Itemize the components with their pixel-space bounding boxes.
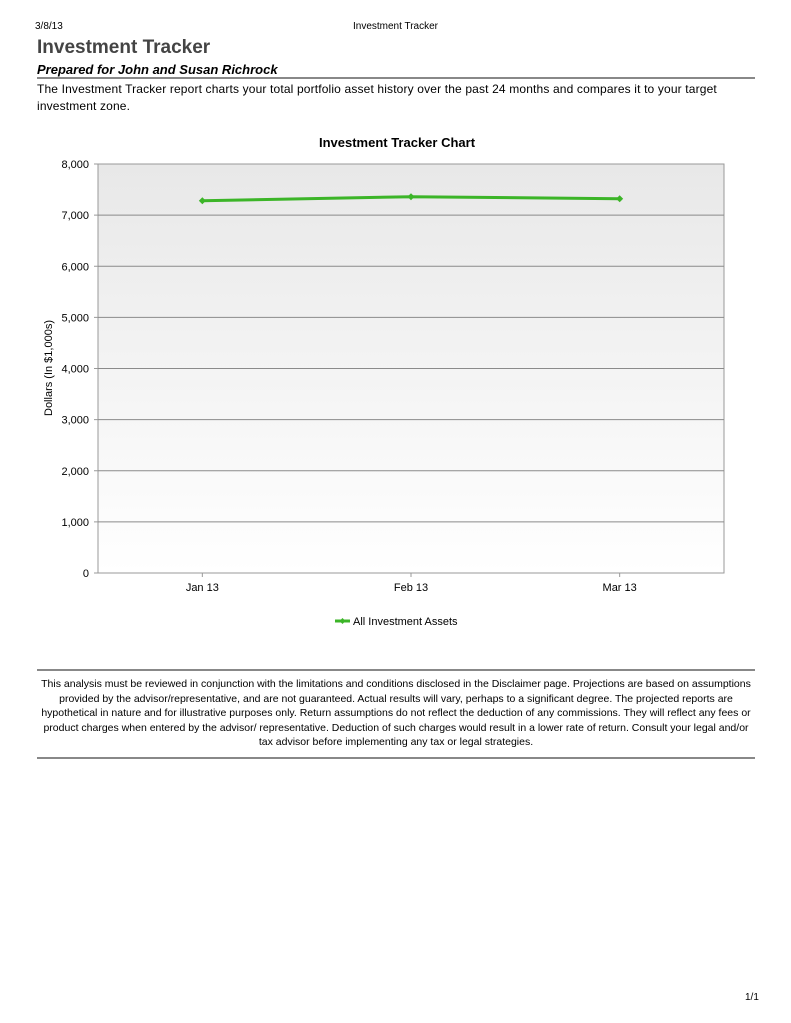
y-tick-label: 3,000: [61, 414, 89, 427]
disclaimer-top-divider: [37, 669, 755, 671]
y-tick-label: 1,000: [61, 516, 89, 529]
y-axis-label: Dollars (In $1,000s): [43, 320, 55, 416]
page-number: 1/1: [745, 992, 759, 1003]
y-tick-label: 2,000: [61, 465, 89, 478]
page-title: Investment Tracker: [37, 37, 211, 58]
legend-label: All Investment Assets: [353, 616, 458, 628]
y-tick-label: 4,000: [61, 363, 89, 376]
disclaimer-text: This analysis must be reviewed in conjunction with the limitations and conditions disclosed in the Disclaimer page. Projections are based on assumptions provided by the advisor/representative, and are not guaranteed. Actual results will vary, perhaps to a significant degree. The projected reports are hypothetical in nature and for illustrative purposes only. Return assumptions do not reflect the deduction of any commissions. They will reflect any fees or product charges when entered by the advisor/ representative. Deduction of such charges would result in a lower rate of return. Consult your legal and/or tax advisor before implementing any tax or legal strategies.: [41, 678, 751, 748]
x-tick-label: Feb 13: [393, 582, 429, 594]
line-chart: [0, 125, 791, 635]
print-header-title: Investment Tracker: [352, 21, 439, 32]
page-subtitle: Prepared for John and Susan Richrock: [37, 62, 278, 77]
chart-title: Investment Tracker Chart: [318, 135, 476, 150]
print-date: 3/8/13: [35, 21, 63, 32]
y-tick-label: 6,000: [61, 261, 89, 274]
intro-text: The Investment Tracker report charts your total portfolio asset history over the past 24 months and compares it to your target investment zone.: [37, 82, 717, 113]
y-tick-label: 7,000: [61, 210, 89, 223]
y-tick-label: 5,000: [61, 312, 89, 325]
disclaimer-bottom-divider: [37, 757, 755, 759]
y-tick-label: 0: [82, 568, 89, 580]
y-tick-label: 8,000: [61, 159, 89, 171]
x-tick-label: Mar 13: [602, 582, 637, 594]
header-divider: [37, 77, 755, 79]
x-tick-label: Jan 13: [185, 582, 219, 594]
legend-swatch-marker: [340, 618, 346, 624]
